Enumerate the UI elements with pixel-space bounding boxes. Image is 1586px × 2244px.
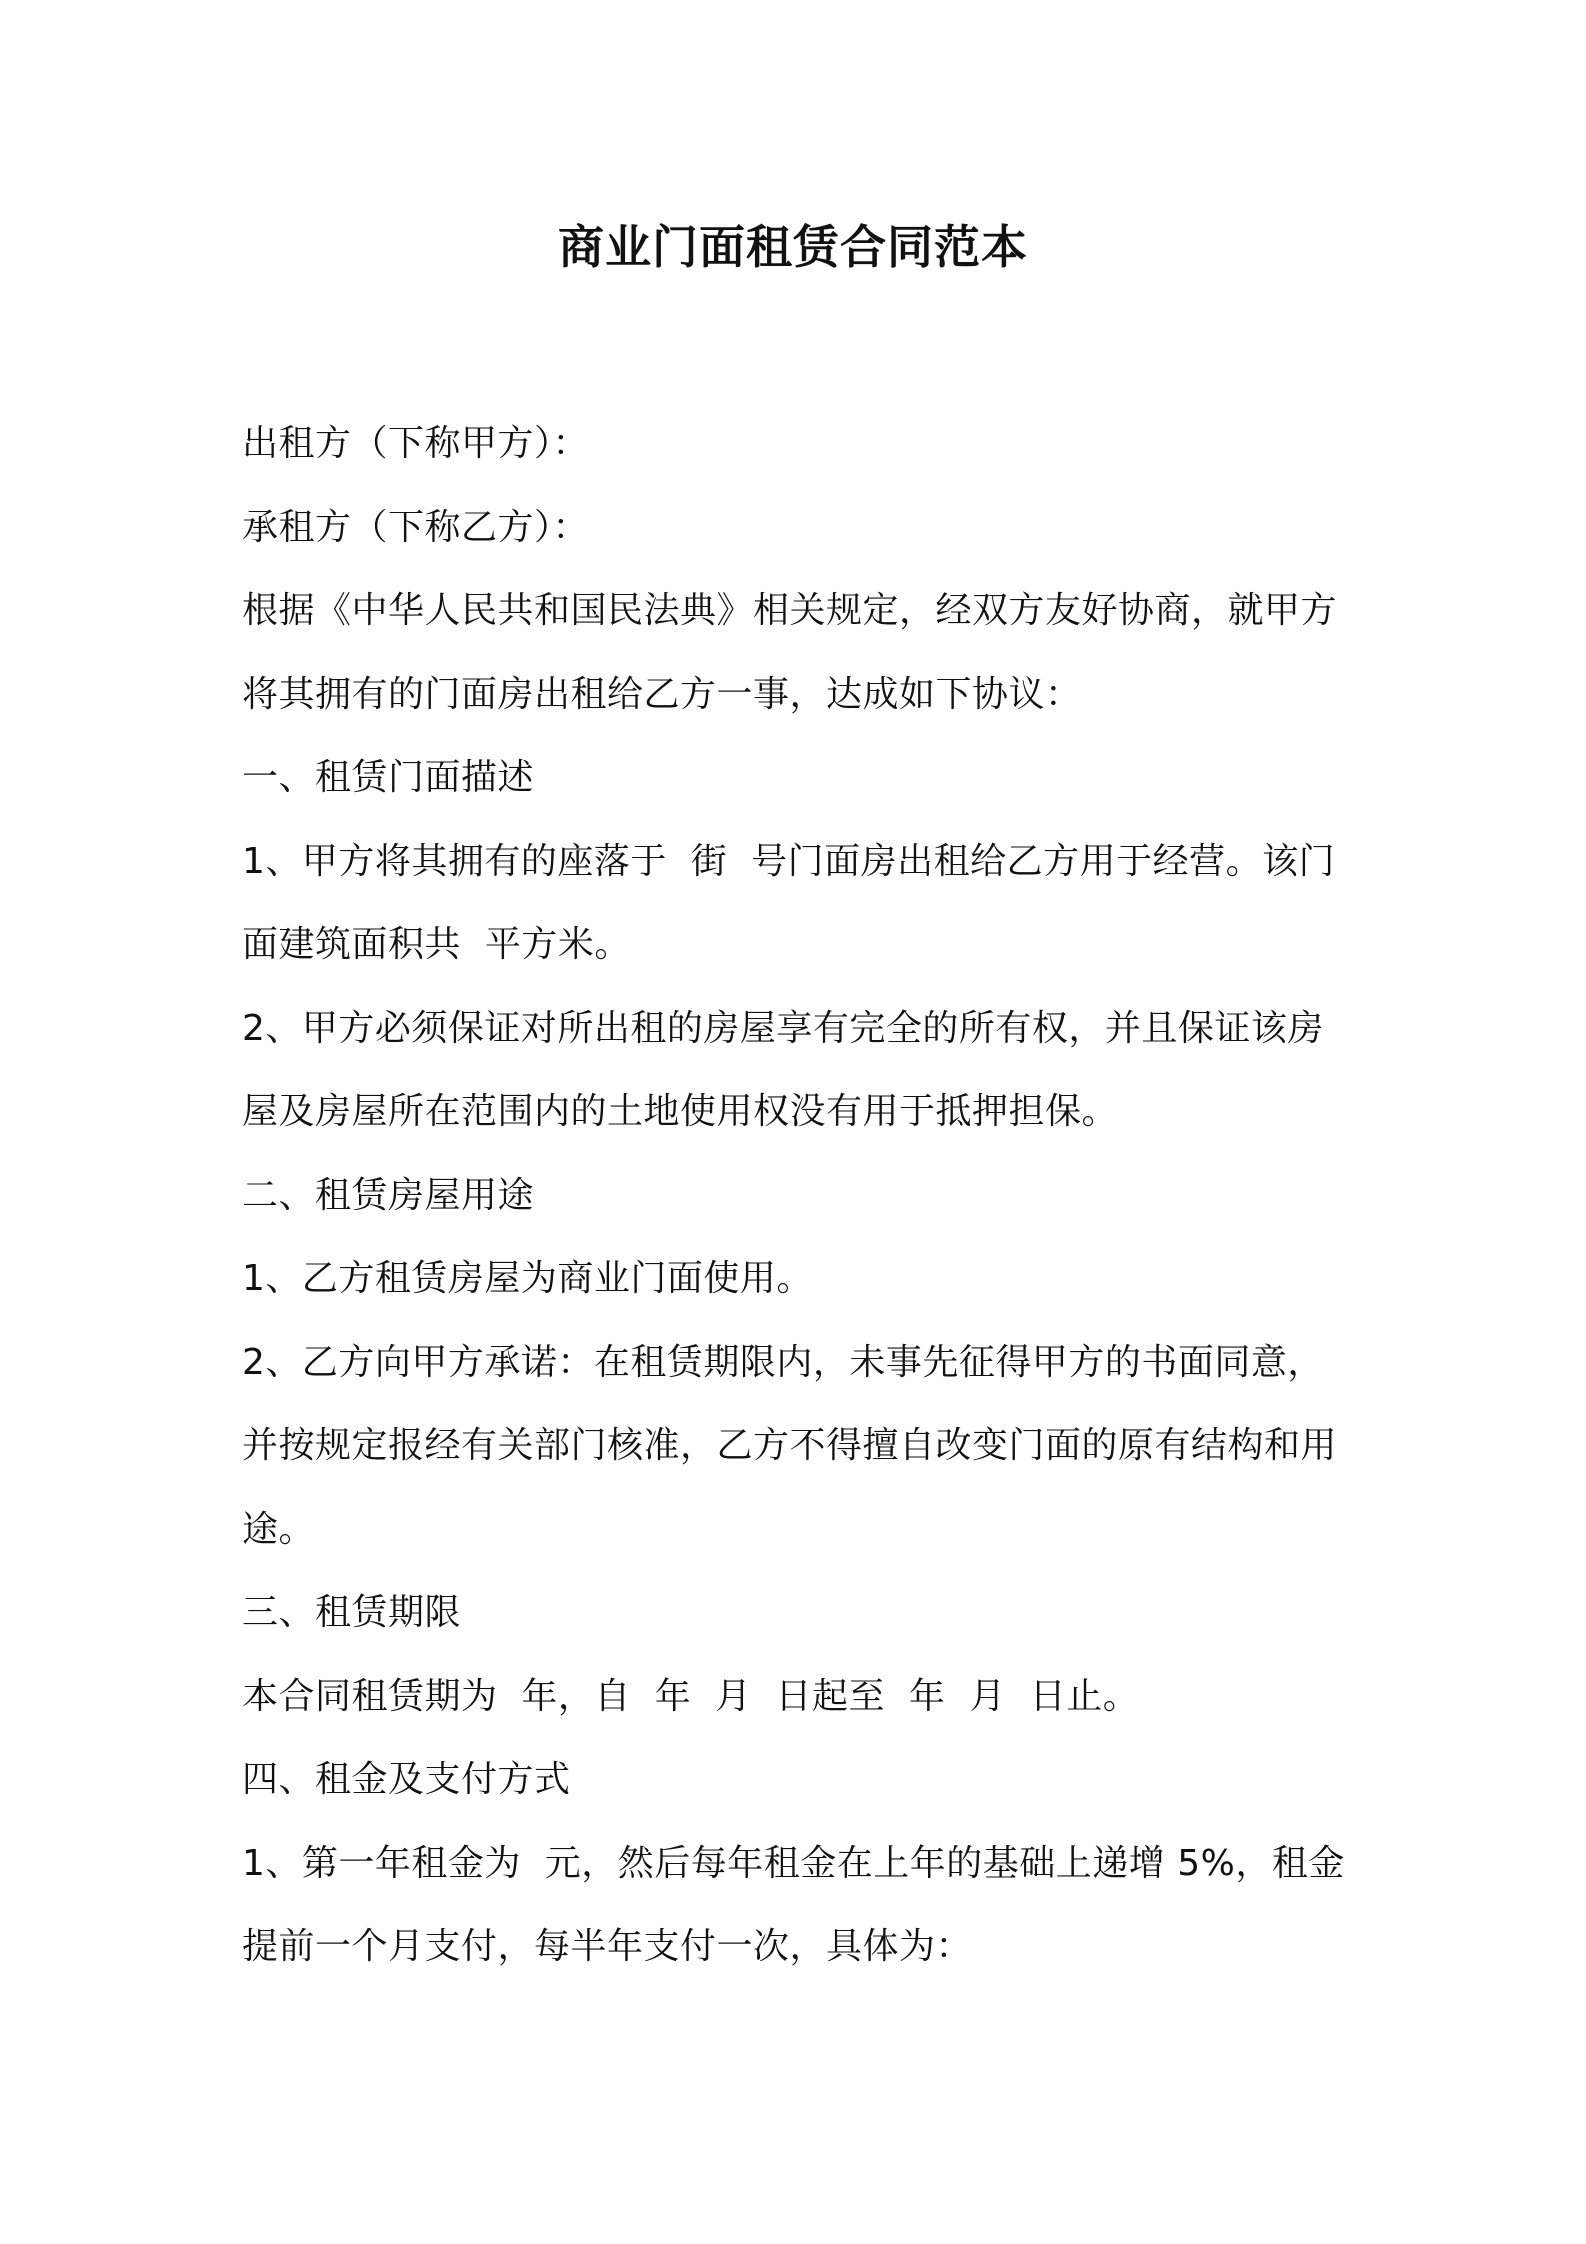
- document-body: [242, 402, 1352, 1989]
- paragraph-line: 本合同租赁期为 年，自 年 月 日起至 年 月 日止。: [242, 1675, 1140, 1717]
- paragraph-line: 面建筑面积共 平方米。: [242, 924, 631, 965]
- paragraph-line: 1、甲方将其拥有的座落于 街 号门面房出租给乙方用于经营。该门: [242, 840, 1336, 882]
- paragraph-line: 提前一个月支付，每半年支付一次，具体为：: [242, 1926, 973, 1967]
- paragraph-line: 2、甲方必须保证对所出租的房屋享有完全的所有权，并且保证该房: [242, 1007, 1324, 1049]
- paragraph-line: 并按规定报经有关部门核准，乙方不得擅自改变门面的原有结构和用: [242, 1425, 1338, 1466]
- section-heading: 四、租金及支付方式: [242, 1759, 571, 1800]
- paragraph-line: 根据《中华人民共和国民法典》相关规定，经双方友好协商，就甲方: [242, 590, 1338, 631]
- paragraph-line: 屋及房屋所在范围内的土地使用权没有用于抵押担保。: [242, 1091, 1119, 1132]
- paragraph-line: 承租方（下称乙方）：: [242, 506, 590, 548]
- paragraph-line: 1、乙方租赁房屋为商业门面使用。: [242, 1258, 813, 1299]
- paragraph-line: 将其拥有的门面房出租给乙方一事，达成如下协议：: [242, 673, 1082, 715]
- paragraph-line: 2、乙方向甲方承诺：在租赁期限内，未事先征得甲方的书面同意，: [242, 1341, 1324, 1383]
- paragraph-line: 1、第一年租金为 元，然后每年租金在上年的基础上递增 5%，租金: [242, 1842, 1345, 1884]
- section-heading: 二、租赁房屋用途: [242, 1174, 535, 1216]
- document-title: 商业门面租赁合同范本: [558, 220, 1028, 274]
- section-heading: 一、租赁门面描述: [242, 757, 535, 798]
- paragraph-line: 出租方（下称甲方）：: [242, 423, 590, 464]
- section-heading: 三、租赁期限: [242, 1592, 462, 1633]
- paragraph-line: 途。: [242, 1508, 316, 1550]
